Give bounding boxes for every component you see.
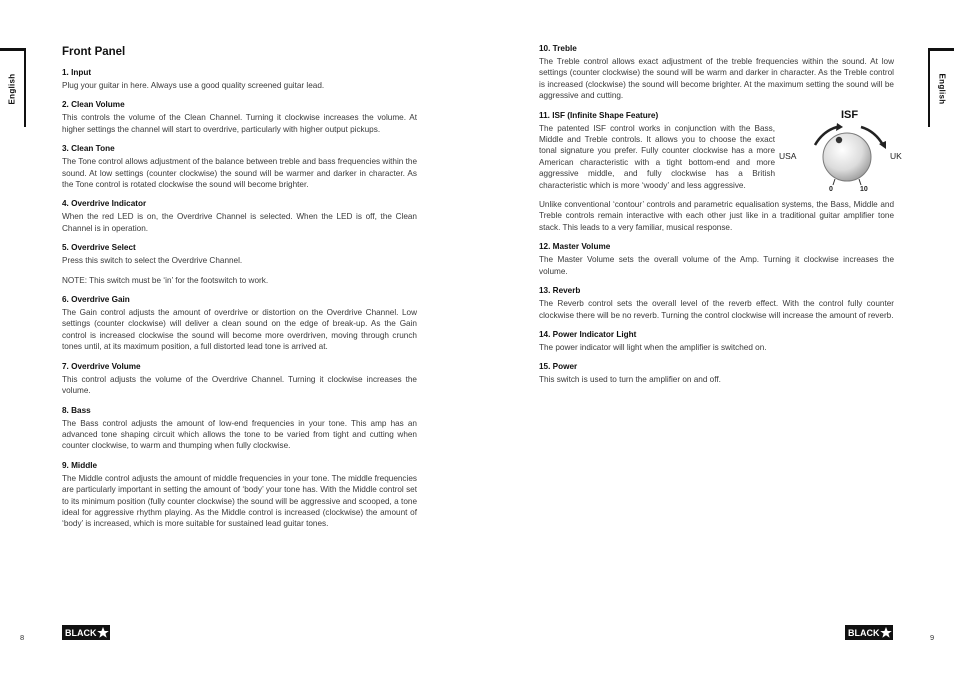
section-isf (539, 108, 902, 234)
section-text: The Master Volume sets the overall volume of the Amp. Turning it clockwise increases the volume. (539, 255, 894, 276)
section-title: 3. Clean Tone (62, 144, 115, 154)
section-bass (62, 406, 417, 452)
section-text: The Gain control adjusts the amount of overdrive or distortion on the Overdrive Channel. Low settings (counter clockwise) will deliver a clean sound on the edge of break-up. As the Gain control is increased clockwise the sound will become more overdriven, moving through crunch tones until, at its maximum position, a full distorted lead tone is arrived at. (62, 308, 417, 352)
section-note: NOTE: This switch must be ‘in’ for the footswitch to work. (62, 275, 269, 285)
section-text: This controls the volume of the Clean Channel. Turning it clockwise increases the volume. At higher settings the channel will start to overdrive, particularly with higher output pickups. (62, 113, 417, 134)
section-title: 2. Clean Volume (62, 100, 125, 110)
section-text: This switch is used to turn the amplifier on and off. (539, 375, 721, 385)
section-title: 11. ISF (Infinite Shape Feature) (539, 110, 659, 120)
section-title: 7. Overdrive Volume (62, 361, 141, 371)
section-overdrive-indicator (62, 199, 417, 234)
section-power (539, 362, 894, 385)
page-title: Front Panel (62, 46, 126, 58)
brand-logo (62, 625, 110, 640)
section-middle (62, 461, 417, 530)
page-number: 8 (20, 633, 25, 642)
brand-logo (845, 625, 893, 640)
section-text: Press this switch to select the Overdrive Channel. (62, 256, 243, 266)
section-text: The Treble control allows exact adjustment of the treble frequencies within the sound. At low settings (counter clockwise) the sound will be warm and darker in character. As the Treble control is increased (clockwise) the sound will become brighter. At the maximum setting the sound will be aggressive and cutting. (539, 57, 894, 101)
isf-dial-diagram (779, 108, 905, 201)
section-master-volume (539, 242, 894, 277)
isf-dial-title: ISF (841, 108, 859, 121)
language-tab-label: English (937, 73, 947, 105)
left-column (62, 46, 417, 539)
page-number: 9 (930, 633, 935, 642)
section-text: This control adjusts the volume of the Overdrive Channel. Turning it clockwise increases the volume. (62, 374, 417, 396)
section-title: 14. Power Indicator Light (539, 329, 637, 339)
section-reverb (539, 286, 894, 321)
isf-knob-graphic (783, 108, 905, 201)
section-clean-volume (62, 100, 417, 135)
section-overdrive-gain (62, 295, 417, 353)
section-text: The patented ISF control works in conjunction with the Bass, Middle and Treble controls. It allows you to choose the exact tonal signature you prefer. Fully counter clockwise has a more American characteristic with a tight bottom-end and more aggressive middle, and fully clockwise has a British characteristic which is more ‘woody’ and less aggressive. (539, 123, 775, 190)
section-title: 9. Middle (62, 460, 98, 470)
language-tab (928, 48, 954, 127)
svg-text:BLACK: BLACK (848, 628, 880, 638)
section-input (62, 68, 417, 91)
right-column (539, 44, 902, 395)
right-page (477, 0, 954, 677)
section-text: The Reverb control sets the overall level of the reverb effect. With the control fully counter clockwise there will be no reverb. Turning the control clockwise will increase the amount of reverb. (539, 299, 894, 320)
isf-min-label: 0 (829, 185, 833, 193)
section-text: When the red LED is on, the Overdrive Channel is selected. When the LED is off, the Clean Channel is in operation. (62, 212, 417, 233)
isf-usa-label: USA (779, 150, 797, 161)
section-treble (539, 44, 894, 102)
section-title: 5. Overdrive Select (62, 243, 136, 253)
section-text: The Middle control adjusts the amount of middle frequencies in your tone. The middle frequencies are particularly important in setting the amount of ‘body’ your tone has. With the Middle control set to its minimum position (fully counter clockwise) the sound will be aggressive and scooped, a tone ideal for aggressive rhythm playing. As the Middle control is increased (clockwise) the amount of ‘body’ is increased, which is more suitable for sustained lead guitar tones. (62, 473, 417, 529)
section-title: 6. Overdrive Gain (62, 295, 130, 305)
section-title: 4. Overdrive Indicator (62, 199, 147, 209)
section-title: 12. Master Volume (539, 242, 611, 252)
section-clean-tone (62, 144, 417, 190)
section-title: 10. Treble (539, 44, 577, 53)
section-title: 8. Bass (62, 405, 91, 415)
language-tab-label: English (7, 73, 17, 105)
section-title: 13. Reverb (539, 286, 581, 296)
section-text: The Bass control adjusts the amount of low-end frequencies in your tone. This amp has an advanced tone shaping circuit which allows the tone to be varied from tight and cutting when counter clockwise, to warm and thumping when fully clockwise. (62, 418, 417, 451)
language-tab (0, 48, 26, 127)
section-title: 15. Power (539, 362, 578, 372)
section-text: The Tone control allows adjustment of the balance between treble and bass frequencies within the sound. At low settings (counter clockwise) the sound will be warmer and darker in character. As the Tone control is rotated clockwise the sound will become brighter. (62, 157, 417, 190)
isf-uk-label: UK (890, 150, 902, 161)
section-overdrive-select (62, 243, 417, 286)
svg-text:BLACK: BLACK (65, 628, 97, 638)
section-overdrive-volume (62, 362, 417, 397)
section-text-2: Unlike conventional ‘contour’ controls and parametric equalisation systems, the Bass, Middle and Treble controls remain interactive with each other just like in a traditional guitar amplifier tone stack. This leads to a very familiar, musical response. (539, 200, 894, 232)
section-text: The power indicator will light when the amplifier is switched on. (539, 342, 767, 352)
section-text: Plug your guitar in here. Always use a good quality screened guitar lead. (62, 81, 325, 90)
isf-max-label: 10 (860, 185, 868, 193)
section-title: 1. Input (62, 68, 92, 77)
section-power-indicator (539, 330, 894, 353)
